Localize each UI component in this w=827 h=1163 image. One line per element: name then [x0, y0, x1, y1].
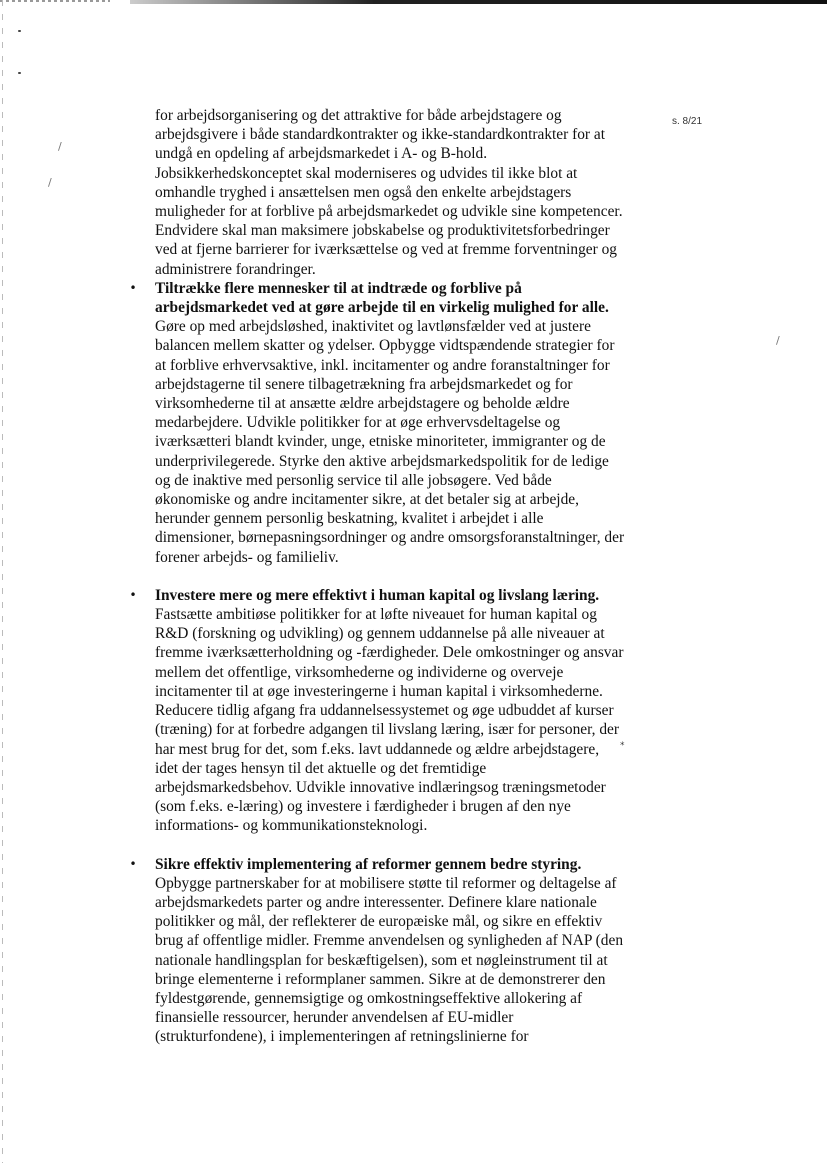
document-body: [129, 106, 625, 1066]
scan-mark: /: [48, 176, 52, 189]
bullet-item: [129, 279, 625, 567]
scan-mark: ⁎: [620, 738, 625, 748]
page-number: s. 8/21: [672, 116, 703, 127]
bullet-paragraph: [155, 279, 625, 567]
bullet-paragraph: [155, 855, 625, 1047]
bullet-icon: •: [129, 280, 137, 295]
bullet-heading: Tiltrække flere mennesker til at indtræde og forblive på arbejdsmarkedet ved at gøre arbejde til en virkelig mulighed for alle.: [155, 279, 609, 317]
scan-speck: [18, 30, 21, 32]
scan-edge-top-left: [0, 0, 110, 2]
bullet-heading: Investere mere og mere effektivt i human kapital og livslang læring.: [155, 586, 600, 604]
bullet-heading: Sikre effektiv implementering af reformer gennem bedre styring.: [155, 855, 582, 873]
scan-edge-left: [2, 0, 3, 1163]
scan-mark: /: [58, 140, 62, 153]
bullet-item: [129, 586, 625, 836]
scan-edge-top: [130, 0, 827, 4]
bullet-icon: •: [129, 856, 137, 871]
scan-speck: [18, 72, 21, 74]
bullet-body: Fastsætte ambitiøse politikker for at løfte niveauet for human kapital og R&D (forskning og udvikling) og gennem uddannelse på alle niveauer at fremme iværksætterholdning og -færdigheder. Dele omkostninger og ansvar mellem det offentlige, virksomhederne og individerne og overveje incitamenter til at øge investeringerne i human kapital i virksomhederne. Reducere tidlig afgang fra uddannelsessystemet og øge udbuddet af kurser (træning) for at forbedre adgangen til livslang læring, især for personer, der har mest brug for det, som f.eks. lavt uddannede og ældre arbejdstagere, idet der tages hensyn til det aktuelle og det fremtidige arbejdsmarkedsbehov. Udvikle innovative indlæringsog træningsmetoder (som f.eks. e-læring) og investere i færdigheder i brugen af den nye informations- og kommunikationsteknologi.: [155, 606, 624, 835]
bullet-body: Gøre op med arbejdsløshed, inaktivitet og lavtlønsfælder ved at justere balancen mellem skatter og ydelser. Opbygge vidtspændende strategier for at forblive erhvervsaktive, inkl. incitamenter og andre foranstaltninger for arbejdstagerne til senere tilbagetrækning fra arbejdsmarkedet og for virksomhederne til at ansætte ældre arbejdstagere og beholde ældre medarbejdere. Udvikle politikker for at øge erhvervsdeltagelse og iværksætteri blandt kvinder, unge, etniske minoriteter, immigranter og de underprivilegerede. Styrke den aktive arbejdsmarkedspolitik for de ledige og de inaktive med personlig service til alle jobsøgere. Ved både økonomiske og andre incitamenter sikre, at det betaler sig at arbejde, herunder gennem personlig beskatning, kvalitet i arbejdet i alle dimensioner, børnepasningsordninger og andre omsorgsforanstaltninger, der forener arbejds- og familieliv.: [155, 318, 625, 566]
bullet-icon: •: [129, 587, 137, 602]
scan-mark: /: [776, 334, 780, 347]
bullet-body: Opbygge partnerskaber for at mobilisere støtte til reformer og deltagelse af arbejdsmarkedets parter og andre interessenter. Definere klare nationale politikker og mål, der reflekterer de europæiske mål, og sikre en effektiv brug af offentlige midler. Fremme anvendelsen og synligheden af NAP (den nationale handlingsplan for beskæftigelsen), som et nøgleinstrument til at bringe elementerne i reformplaner sammen. Sikre at de demonstrerer den fyldestgørende, gennemsigtige og omkostningseffektive allokering af finansielle ressourcer, herunder anvendelsen af EU-midler (strukturfondene), i implementeringen af retningslinierne for: [155, 874, 624, 1046]
bullet-paragraph: [155, 586, 625, 836]
bullet-item: [129, 855, 625, 1047]
lead-paragraph: for arbejdsorganisering og det attraktive for både arbejdstagere og arbejdsgivere i både standardkontrakter og ikke-standardkontrakter for at undgå en opdeling af arbejdsmarkedet i A- og B-hold. Jobsikkerhedskonceptet skal moderniseres og udvides til ikke blot at omhandle tryghed i ansættelsen men også den enkelte arbejdstagers muligheder for at forblive på arbejdsmarkedet og udvikle sine kompetencer. Endvidere skal man maksimere jobskabelse og produktivitetsforbedringer ved at fjerne barrierer for iværksættelse og ved at fremme forventninger og administrere forandringer.: [155, 107, 623, 278]
